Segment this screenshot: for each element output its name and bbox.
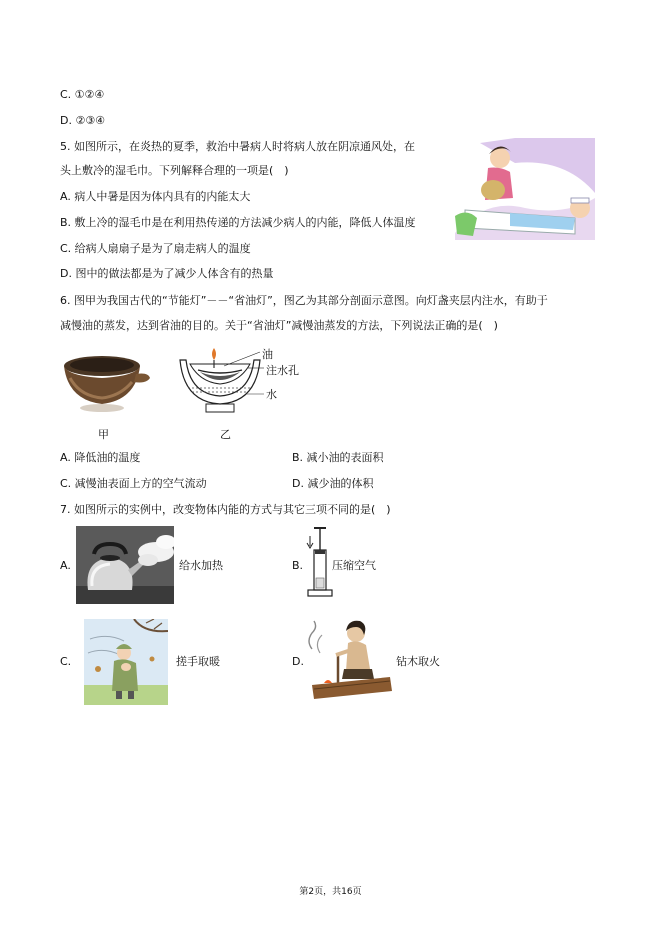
kettle-steam-photo [76, 526, 174, 604]
q6-stem-line2: 减慢油的蒸发，达到省油的目的。关于“省油灯”减慢油蒸发的方法，下列说法正确的是( ) [60, 319, 498, 332]
q6-stem-line1: 6. 图甲为我国古代的“节能灯”－－“省油灯”，图乙为其部分剖面示意图。向灯盏夹层内注水，有助于 [60, 294, 548, 307]
q6-option-d: D. 减少油的体积 [292, 477, 374, 490]
label-fill-hole: 注水孔 [266, 364, 299, 377]
q6-option-a: A. 降低油的温度 [60, 451, 141, 464]
q7-d-letter: D. [292, 655, 304, 668]
label-water: 水 [266, 388, 277, 401]
q7-d-caption: 钻木取火 [396, 655, 440, 668]
q5-option-b: B. 敷上冷的湿毛巾是在利用热传递的方法减少病人的内能，降低人体温度 [60, 216, 416, 229]
oil-lamp-photo [60, 352, 152, 414]
q6-option-c: C. 减慢油表面上方的空气流动 [60, 477, 207, 490]
q7-b-caption: 压缩空气 [332, 559, 376, 572]
q5-stem-line2: 头上敷冷的湿毛巾。下列解释合理的一项是( ) [60, 164, 289, 177]
q7-stem: 7. 如图所示的实例中，改变物体内能的方式与其它三项不同的是( ) [60, 503, 391, 516]
prev-option-d: D. ②③④ [60, 114, 106, 127]
q7-a-caption: 给水加热 [179, 559, 223, 572]
rubbing-hands-illustration [84, 619, 168, 705]
q5-option-a: A. 病人中暑是因为体内具有的内能太大 [60, 190, 251, 203]
q7-c-letter: C. [60, 655, 72, 668]
drilling-wood-fire-illustration [304, 619, 396, 701]
q7-c-caption: 搓手取暖 [176, 655, 220, 668]
label-oil: 油 [262, 348, 273, 361]
caption-jia: 甲 [98, 428, 109, 441]
caption-yi: 乙 [220, 428, 231, 441]
q5-patient-illustration [455, 138, 595, 240]
q5-option-d: D. 图中的做法都是为了减少人体含有的热量 [60, 267, 274, 280]
oil-lamp-cross-section [176, 346, 264, 416]
q6-option-b: B. 减小油的表面积 [292, 451, 384, 464]
prev-option-c: C. ①②④ [60, 88, 105, 101]
q7-b-letter: B. [292, 559, 304, 572]
page-footer: 第2页，共16页 [299, 887, 362, 897]
q7-a-letter: A. [60, 559, 71, 572]
q5-option-c: C. 给病人扇扇子是为了扇走病人的温度 [60, 242, 251, 255]
q5-stem-line1: 5. 如图所示，在炎热的夏季，救治中暑病人时将病人放在阴凉通风处，在 [60, 140, 415, 153]
